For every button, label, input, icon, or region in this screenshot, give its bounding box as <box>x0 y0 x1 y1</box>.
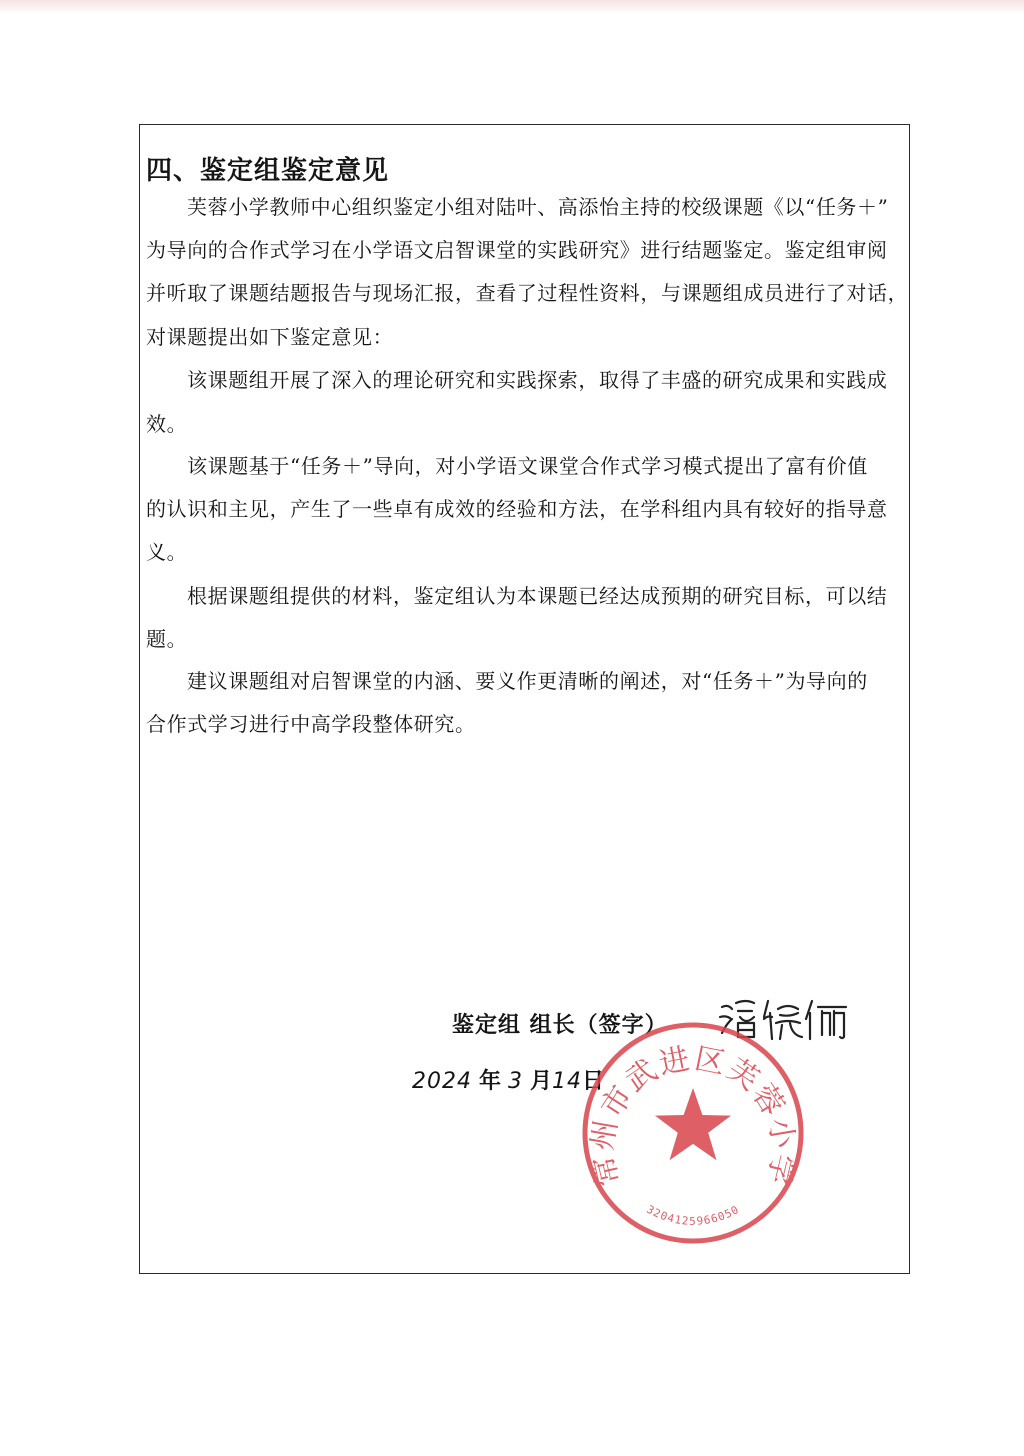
paragraph-line: 建议课题组对启智课堂的内涵、要义作更清晰的阐述，对“任务＋”为导向的 <box>187 669 868 693</box>
official-seal-stamp <box>578 1018 808 1248</box>
svg-text:3204125966050: 3204125966050 <box>644 1202 742 1228</box>
section-heading: 四、鉴定组鉴定意见 <box>146 156 390 186</box>
paragraph-line: 为导向的合作式学习在小学语文启智课堂的实践研究》进行结题鉴定。鉴定组审阅 <box>146 238 888 262</box>
paragraph-line: 对课题提出如下鉴定意见： <box>146 325 394 349</box>
date-month: 3 <box>508 1069 524 1094</box>
date-day: 14 <box>552 1069 583 1094</box>
paragraph-line: 该课题基于“任务＋”导向，对小学语文课堂合作式学习模式提出了富有价值 <box>187 454 868 478</box>
date <box>412 1064 604 1095</box>
paragraph-line: 合作式学习进行中高学段整体研究。 <box>146 712 476 736</box>
svg-text:常州市武进区芙蓉小学: 常州市武进区芙蓉小学 <box>584 1041 802 1190</box>
date-year: 2024 <box>412 1069 472 1094</box>
date-year-unit: 年 <box>479 1068 502 1094</box>
paragraph-line: 该课题组开展了深入的理论研究和实践探索，取得了丰盛的研究成果和实践成 <box>187 368 888 392</box>
paragraph-line: 效。 <box>146 412 188 436</box>
paragraph-line: 根据课题组提供的材料，鉴定组认为本课题已经达成预期的研究目标，可以结 <box>187 584 888 608</box>
date-day-unit: 日 <box>582 1068 605 1094</box>
date-month-unit: 月 <box>530 1068 553 1094</box>
paragraph-line: 芙蓉小学教师中心组织鉴定小组对陆叶、高添怡主持的校级课题《以“任务＋” <box>187 195 889 219</box>
paragraph-line: 题。 <box>146 627 188 651</box>
paragraph-line: 的认识和主见，产生了一些卓有成效的经验和方法，在学科组内具有较好的指导意 <box>146 497 888 521</box>
paragraph-line: 并听取了课题结题报告与现场汇报，查看了过程性资料，与课题组成员进行了对话， <box>146 281 909 305</box>
scan-edge-tint <box>0 0 1024 14</box>
paragraph-line: 义。 <box>146 540 188 564</box>
signature-label: 鉴定组 组长（签字） <box>452 1012 668 1038</box>
